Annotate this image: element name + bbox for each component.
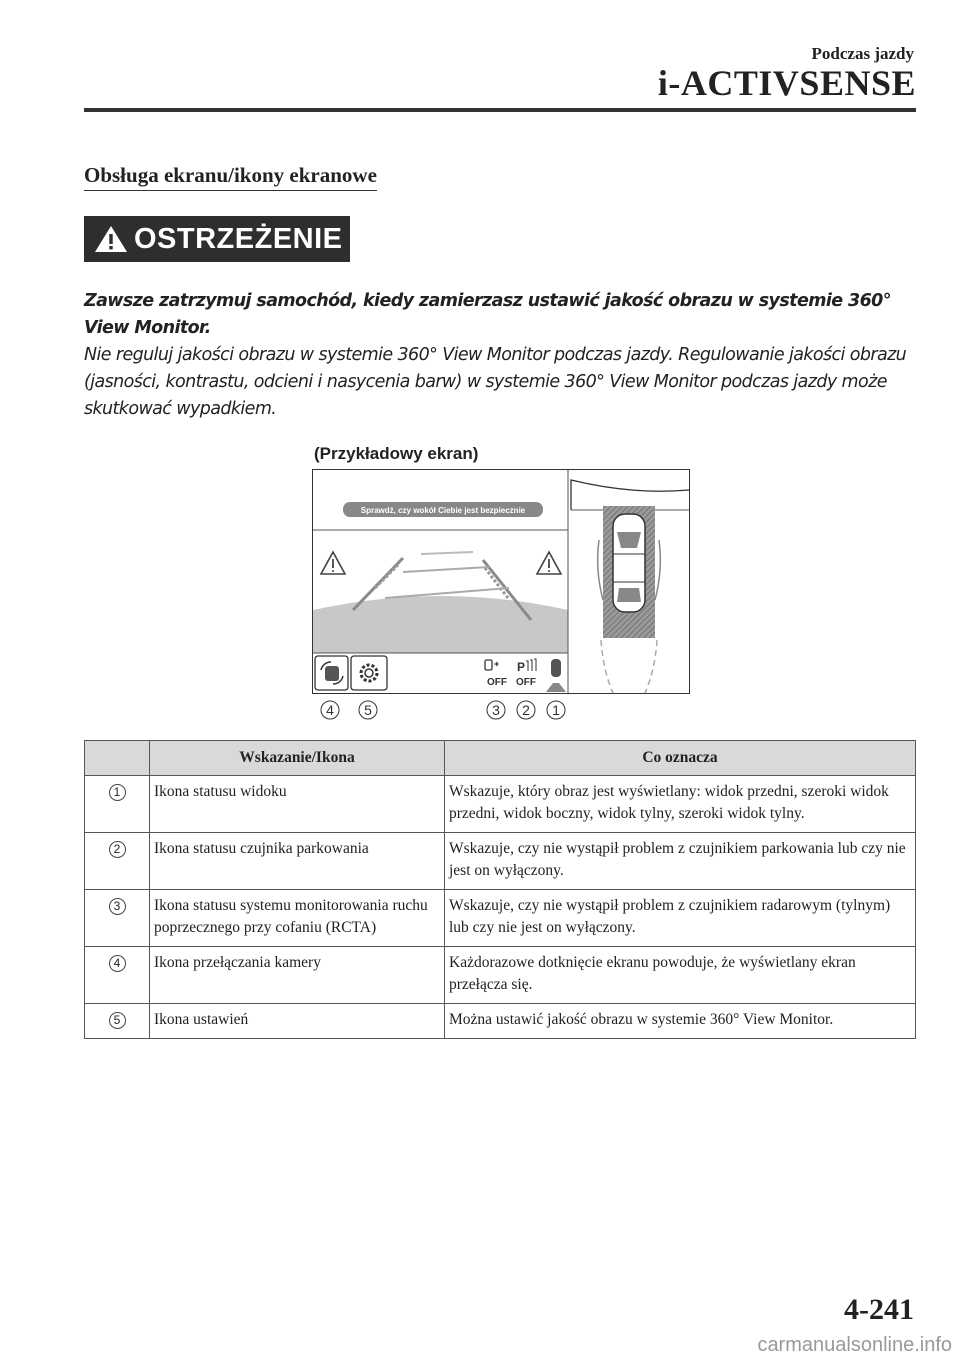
svg-text:P: P: [517, 660, 526, 674]
table-header-num: [85, 741, 150, 776]
table-header-indicator: Wskazanie/Ikona: [150, 741, 445, 776]
header-section: Podczas jazdy: [811, 44, 914, 63]
row-indicator: Ikona statusu systemu monitorowania ruchu poprzecznego przy cofaniu (RCTA): [150, 890, 445, 947]
row-meaning: Można ustawić jakość obrazu w systemie 360° View Monitor.: [445, 1004, 916, 1039]
row-indicator: Ikona statusu czujnika parkowania: [150, 833, 445, 890]
table-header-meaning: Co oznacza: [445, 741, 916, 776]
callout-4: 4: [326, 702, 334, 718]
table-row: [85, 776, 916, 833]
warning-body: [84, 288, 920, 423]
callout-3: 3: [492, 702, 500, 718]
warning-bold-text: Zawsze zatrzymuj samochód, kiedy zamierzasz ustawić jakość obrazu w systemie 360° View Monitor.: [84, 291, 891, 338]
rcta-off-label: OFF: [487, 677, 507, 688]
row-indicator: Ikona statusu widoku: [150, 776, 445, 833]
example-screen: [312, 469, 690, 694]
safety-banner: Sprawdź, czy wokół Ciebie jest bezpiecznie: [360, 506, 526, 515]
rcta-status-icon: [485, 660, 507, 688]
table-row: [85, 1004, 916, 1039]
table-row: [85, 890, 916, 947]
row-meaning: Wskazuje, który obraz jest wyświetlany: widok przedni, szeroki widok przedni, widok boczny, widok tylny, szeroki widok tylny.: [445, 776, 916, 833]
warning-text: Nie reguluj jakości obrazu w systemie 360° View Monitor podczas jazdy. Regulowanie jakości obrazu (jasności, kontrastu, odcieni i nasycenia barw) w systemie 360° View Monitor podczas jazdy może skutkować wypadkiem.: [84, 345, 907, 419]
row-meaning: Wskazuje, czy nie wystąpił problem z czujnikiem parkowania lub czy nie jest on wyłączony.: [445, 833, 916, 890]
row-meaning: Każdorazowe dotknięcie ekranu powoduje, że wyświetlany ekran przełącza się.: [445, 947, 916, 1004]
callout-1: 1: [552, 702, 560, 718]
screen-illustration: [313, 470, 689, 693]
icon-table: [84, 740, 916, 1039]
row-number: 2: [109, 841, 126, 858]
rear-camera-view: [313, 502, 568, 692]
top-view: [571, 480, 689, 693]
callout-2: 2: [522, 702, 530, 718]
parking-off-label: OFF: [516, 677, 536, 688]
section-title: Obsługa ekranu/ikony ekranowe: [84, 163, 377, 191]
page-number: 4-241: [844, 1293, 914, 1326]
settings-icon: [351, 656, 387, 690]
row-number: 3: [109, 898, 126, 915]
row-number: 1: [109, 784, 126, 801]
row-meaning: Wskazuje, czy nie wystąpił problem z czujnikiem radarowym (tylnym) lub czy nie jest on wyłączony.: [445, 890, 916, 947]
figure-caption: (Przykładowy ekran): [314, 444, 479, 463]
warning-icon: [94, 224, 128, 254]
parking-sensor-status-icon: [516, 659, 536, 688]
watermark: carmanualsonline.info: [757, 1334, 952, 1356]
row-number: 5: [109, 1012, 126, 1029]
table-row: [85, 947, 916, 1004]
left-caution-icon: [321, 552, 345, 574]
warning-label: OSTRZEŻENIE: [134, 222, 343, 255]
right-caution-icon: [537, 552, 561, 574]
row-number: 4: [109, 955, 126, 972]
header-title: i-ACTIVSENSE: [657, 63, 916, 103]
header-rule: [84, 108, 916, 112]
view-status-icon: [546, 659, 566, 692]
table-row: [85, 833, 916, 890]
callout-numbers: [300, 696, 700, 726]
row-indicator: Ikona ustawień: [150, 1004, 445, 1039]
warning-box: [84, 216, 350, 262]
table-header-row: [85, 741, 916, 776]
callout-5: 5: [364, 702, 372, 718]
row-indicator: Ikona przełączania kamery: [150, 947, 445, 1004]
